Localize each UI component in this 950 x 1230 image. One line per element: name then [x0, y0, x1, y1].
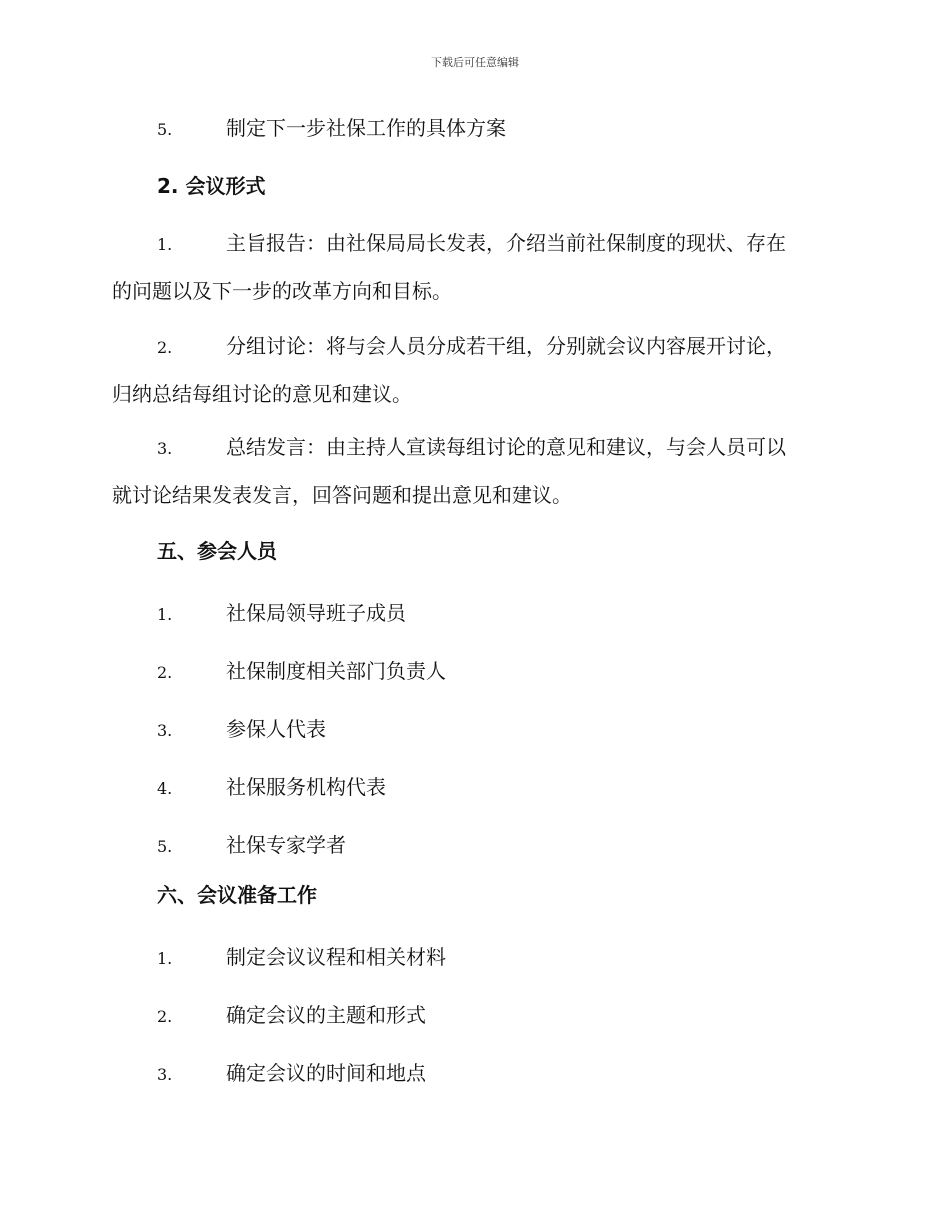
section-heading: 五、参会人员 [157, 539, 277, 563]
item-text: 社保局领导班子成员 [226, 601, 406, 625]
section-heading: 2. 会议形式 [157, 174, 266, 198]
item-text-line1: 主旨报告：由社保局局长发表，介绍当前社保制度的现状、存在 [226, 231, 786, 255]
section-heading: 六、会议准备工作 [157, 883, 317, 907]
meeting-format-item-1 [112, 220, 842, 314]
section-heading-preparation [112, 880, 842, 910]
section-heading-attendees [112, 536, 842, 566]
item-text-line2: 的问题以及下一步的改革方向和目标。 [112, 279, 452, 303]
item-text-line1: 总结发言：由主持人宣读每组讨论的意见和建议，与会人员可以 [226, 435, 786, 459]
page-header: 下载后可任意编辑 [431, 56, 519, 69]
attendees-list [112, 585, 842, 875]
list-item [112, 105, 842, 153]
item-number: 1. [157, 605, 173, 624]
item-text: 社保专家学者 [226, 833, 346, 857]
item-text: 制定下一步社保工作的具体方案 [226, 116, 506, 140]
list-item [112, 1045, 842, 1103]
item-number: 3. [157, 439, 173, 458]
intro-list [112, 105, 842, 153]
item-number: 3. [157, 721, 173, 740]
preparation-list [112, 929, 842, 1103]
item-number: 4. [157, 779, 173, 798]
list-item [112, 817, 842, 875]
item-number: 1. [157, 949, 173, 968]
list-item [112, 759, 842, 817]
item-text: 制定会议议程和相关材料 [226, 945, 446, 969]
meeting-format-item-3 [112, 424, 842, 518]
list-item-line [112, 220, 842, 268]
item-number: 3. [157, 1065, 173, 1084]
item-text-line2: 归纳总结每组讨论的意见和建议。 [112, 382, 412, 406]
item-text-line1: 分组讨论：将与会人员分成若干组，分别就会议内容展开讨论， [226, 334, 786, 358]
item-number: 5. [157, 837, 173, 856]
item-text: 确定会议的时间和地点 [226, 1061, 426, 1085]
list-item-line [112, 424, 842, 472]
list-item [112, 643, 842, 701]
item-text: 社保制度相关部门负责人 [226, 659, 446, 683]
list-item-line [112, 323, 842, 371]
list-item [112, 987, 842, 1045]
item-number: 1. [157, 235, 173, 254]
item-text: 确定会议的主题和形式 [226, 1003, 426, 1027]
list-item [112, 701, 842, 759]
item-number: 2. [157, 1007, 173, 1026]
item-number: 5. [157, 120, 173, 139]
list-item [112, 585, 842, 643]
item-text: 社保服务机构代表 [226, 775, 386, 799]
item-number: 2. [157, 338, 173, 357]
list-item [112, 929, 842, 987]
meeting-format-item-2 [112, 323, 842, 417]
item-text: 参保人代表 [226, 717, 326, 741]
item-text-line2: 就讨论结果发表发言，回答问题和提出意见和建议。 [112, 483, 572, 507]
item-number: 2. [157, 663, 173, 682]
section-heading-meeting-format [112, 171, 842, 201]
